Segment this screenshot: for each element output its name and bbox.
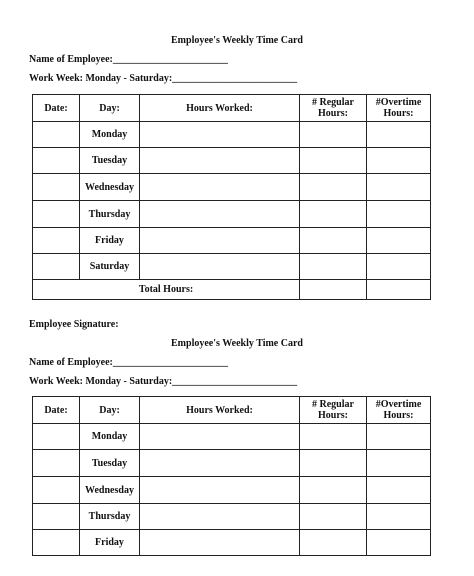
card-title: Employee's Weekly Time Card <box>171 35 303 46</box>
regular-hours-cell <box>300 450 367 477</box>
date-cell <box>33 504 80 530</box>
overtime-hours-cell <box>367 530 431 556</box>
regular-hours-cell <box>300 424 367 450</box>
date-cell <box>33 477 80 504</box>
time-table <box>32 396 431 556</box>
date-cell <box>33 122 80 148</box>
date-cell <box>33 228 80 254</box>
hours-worked-cell <box>140 504 300 530</box>
hours-worked-cell <box>140 477 300 504</box>
regular-hours-cell <box>300 477 367 504</box>
regular-hours-cell <box>300 174 367 201</box>
table-row <box>33 122 431 148</box>
regular-hours-cell <box>300 504 367 530</box>
hours-worked-cell <box>140 174 300 201</box>
overtime-hours-cell <box>367 201 431 228</box>
employee-name-line: Name of Employee:_______________________ <box>29 357 228 368</box>
date-cell <box>33 450 80 477</box>
day-header: Day: <box>80 397 140 424</box>
table-row <box>33 228 431 254</box>
table-row <box>33 477 431 504</box>
table-row <box>33 504 431 530</box>
date-cell <box>33 148 80 174</box>
work-week-line: Work Week: Monday - Saturday:_________________________ <box>29 73 298 84</box>
regular-hours-header: # Regular Hours: <box>300 397 367 424</box>
regular-hours-cell <box>300 530 367 556</box>
employee-signature-label: Employee Signature: <box>29 319 119 330</box>
overtime-hours-cell <box>367 254 431 280</box>
total-hours-label: Total Hours: <box>33 280 300 300</box>
day-cell: Wednesday <box>80 477 140 504</box>
table-row <box>33 148 431 174</box>
overtime-hours-header: #Overtime Hours: <box>367 95 431 122</box>
hours-worked-header: Hours Worked: <box>140 397 300 424</box>
day-cell: Thursday <box>80 504 140 530</box>
table-row <box>33 424 431 450</box>
hours-worked-cell <box>140 201 300 228</box>
day-cell: Tuesday <box>80 450 140 477</box>
total-row <box>33 280 431 300</box>
hours-worked-cell <box>140 148 300 174</box>
day-cell: Thursday <box>80 201 140 228</box>
overtime-hours-cell <box>367 477 431 504</box>
table-row <box>33 450 431 477</box>
hours-worked-cell <box>140 450 300 477</box>
table-row <box>33 254 431 280</box>
overtime-hours-cell <box>367 450 431 477</box>
hours-worked-cell <box>140 254 300 280</box>
time-table <box>32 94 431 300</box>
day-cell: Monday <box>80 424 140 450</box>
hours-worked-cell <box>140 122 300 148</box>
hours-worked-cell <box>140 530 300 556</box>
hours-worked-cell <box>140 424 300 450</box>
overtime-hours-cell <box>367 148 431 174</box>
regular-hours-cell <box>300 254 367 280</box>
day-cell: Saturday <box>80 254 140 280</box>
regular-hours-cell <box>300 201 367 228</box>
overtime-hours-cell <box>367 424 431 450</box>
overtime-hours-cell <box>367 228 431 254</box>
overtime-hours-cell <box>367 504 431 530</box>
table-row <box>33 174 431 201</box>
overtime-hours-cell <box>367 122 431 148</box>
day-cell: Tuesday <box>80 148 140 174</box>
regular-hours-cell <box>300 122 367 148</box>
day-cell: Friday <box>80 228 140 254</box>
regular-hours-header: # Regular Hours: <box>300 95 367 122</box>
date-cell <box>33 174 80 201</box>
work-week-line: Work Week: Monday - Saturday:_________________________ <box>29 376 298 387</box>
regular-hours-cell <box>300 148 367 174</box>
header-row <box>33 95 431 122</box>
regular-hours-cell <box>300 228 367 254</box>
table-row <box>33 530 431 556</box>
day-header: Day: <box>80 95 140 122</box>
day-cell: Friday <box>80 530 140 556</box>
overtime-hours-header: #Overtime Hours: <box>367 397 431 424</box>
date-header: Date: <box>33 95 80 122</box>
employee-name-line: Name of Employee:_______________________ <box>29 54 228 65</box>
total-overtime-cell <box>367 280 431 300</box>
header-row <box>33 397 431 424</box>
table-row <box>33 201 431 228</box>
day-cell: Monday <box>80 122 140 148</box>
overtime-hours-cell <box>367 174 431 201</box>
hours-worked-header: Hours Worked: <box>140 95 300 122</box>
date-cell <box>33 201 80 228</box>
total-regular-cell <box>300 280 367 300</box>
day-cell: Wednesday <box>80 174 140 201</box>
date-cell <box>33 530 80 556</box>
hours-worked-cell <box>140 228 300 254</box>
date-header: Date: <box>33 397 80 424</box>
card-title: Employee's Weekly Time Card <box>171 338 303 349</box>
date-cell <box>33 424 80 450</box>
date-cell <box>33 254 80 280</box>
